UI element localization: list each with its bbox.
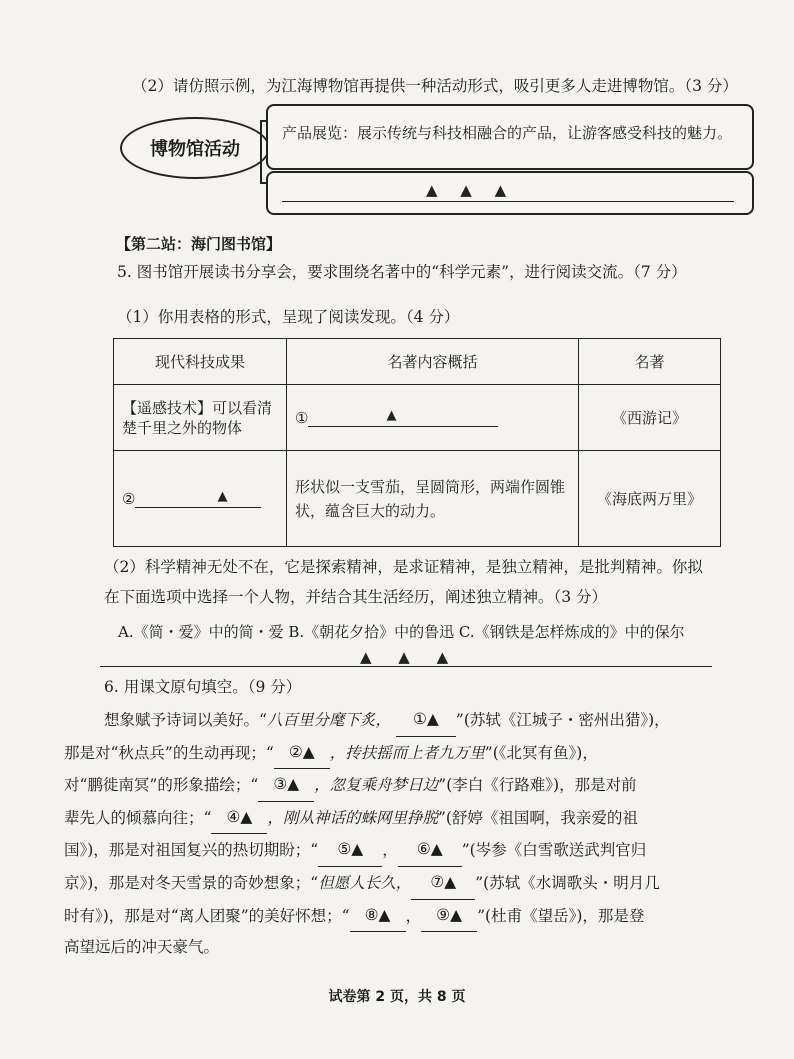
row1-tech: 【遥感技术】可以看清楚千里之外的物体 <box>114 385 287 451</box>
q6-stem: 6. 用课文原句填空。（9 分） <box>104 678 302 696</box>
q6-text: 时有》)，那是对“离人团聚”的美好怀想；“ <box>64 906 350 925</box>
q6-quote: 八百里分麾下炙， <box>266 711 391 729</box>
q6-text: 对“鹏徙南冥”的形象描绘；“ <box>64 776 259 795</box>
q5-options: A.《简・爱》中的简・爱 B.《朝花夕拾》中的鲁迅 C.《钢铁是怎样炼成的》中的保尔 <box>118 623 685 641</box>
museum-activity-oval: 博物馆活动 <box>120 117 270 179</box>
reading-table <box>113 338 721 547</box>
q6-text: 辈先人的倾慕向往；“ <box>64 808 212 827</box>
q5-part2-line1: （2）科学精神无处不在，它是探索精神，是求证精神，是独立精神，是批判精神。你拟 <box>104 558 703 576</box>
q6-quote: 但愿人长久， <box>318 873 412 892</box>
blank-q6-1[interactable]: ①▲ <box>396 704 456 737</box>
q5-answer-marks: ▲ ▲ ▲ <box>360 648 449 666</box>
q6-text: ”(苏轼《江城子・密州出猎》)， <box>455 711 670 729</box>
q6-quote: ，抟扶摇而上者九万里 <box>329 743 485 762</box>
answer-box[interactable] <box>266 171 754 215</box>
q6-text: ”(岑参《白雪歌送武判官归 <box>461 841 647 860</box>
q6-line-2 <box>64 737 724 770</box>
q6-text: ”(舒婷《祖国啊，我亲爱的祖 <box>437 808 638 827</box>
blank-2-line <box>135 489 261 508</box>
blank-q6-6[interactable]: ⑥▲ <box>398 834 462 867</box>
q6-line-3 <box>64 769 724 802</box>
example-text: 产品展览：展示传统与科技相融合的产品，让游客感受科技的魅力。 <box>282 124 733 142</box>
q5-part1: （1）你用表格的形式，呈现了阅读发现。（4 分） <box>117 308 460 326</box>
blank-2-label: ② <box>122 490 136 508</box>
row1-content-blank[interactable] <box>287 385 579 451</box>
blank-q6-3[interactable]: ③▲ <box>258 769 314 802</box>
q6-text: 高望远后的冲天豪气。 <box>64 938 220 957</box>
blank-1-mark: ▲ <box>386 408 397 423</box>
q6-text: ”(苏轼《水调歌头・明月几 <box>475 873 660 892</box>
q6-text: ”(杜甫《望岳》)，那是登 <box>477 906 645 925</box>
blank-q6-9[interactable]: ⑨▲ <box>421 900 477 933</box>
q6-line-5 <box>64 834 724 867</box>
q6-quote: ，刚从神话的蛛网里挣脱 <box>267 808 438 827</box>
blank-q6-4[interactable]: ④▲ <box>211 802 267 835</box>
example-box <box>266 104 754 170</box>
answer-line <box>282 201 734 202</box>
row2-content: 形状似一支雪茄，呈圆筒形，两端作圆锥状，蕴含巨大的动力。 <box>287 451 579 547</box>
q6-quote: ，忽复乘舟梦日边 <box>314 776 439 795</box>
q6-text: 国》)，那是对祖国复兴的热切期盼；“ <box>64 841 319 860</box>
q6-line-1 <box>64 704 724 737</box>
blank-q6-5[interactable]: ⑤▲ <box>318 834 382 867</box>
blank-q6-2[interactable]: ②▲ <box>274 737 330 770</box>
header-tech: 现代科技成果 <box>114 339 287 385</box>
blank-q6-8[interactable]: ⑧▲ <box>350 900 406 933</box>
blank-2-mark: ▲ <box>217 489 228 504</box>
q6-line-8 <box>64 932 724 964</box>
page-footer: 试卷第 2 页，共 8 页 <box>328 989 466 1005</box>
q5-stem: 5. 图书馆开展读书分享会，要求围绕名著中的“科学元素”，进行阅读交流。（7 分） <box>117 263 687 281</box>
q2-part2-prompt: （2）请仿照示例，为江海博物馆再提供一种活动形式，吸引更多人走进博物馆。（3 分） <box>132 77 738 95</box>
q6-text: ”(《北冥有鱼》)， <box>484 743 598 762</box>
blank-q6-7[interactable]: ⑦▲ <box>411 867 475 900</box>
blank-1-line <box>308 408 498 427</box>
header-content: 名著内容概括 <box>287 339 579 385</box>
q5-answer-line[interactable] <box>100 666 712 667</box>
q6-text: ， <box>382 841 398 860</box>
q6-text: ”(李白《行路难》)，那是对前 <box>438 776 637 795</box>
blank-1-label: ① <box>295 409 309 427</box>
q6-text: 京》)，那是对冬天雪景的奇妙想象；“ <box>64 873 319 892</box>
q6-line-4 <box>64 802 724 835</box>
q6-line-6 <box>64 867 724 900</box>
q6-text: 想象赋予诗词以美好。“ <box>104 711 267 729</box>
row1-book: 《西游记》 <box>579 385 721 451</box>
q6-text: ， <box>405 906 422 925</box>
row2-book: 《海底两万里》 <box>579 451 721 547</box>
q6-text: 那是对“秋点兵”的生动再现；“ <box>64 743 274 762</box>
answer-marks: ▲ ▲ ▲ <box>426 181 507 199</box>
q5-part2-line2: 在下面选项中选择一个人物，并结合其生活经历，阐述独立精神。（3 分） <box>104 588 608 606</box>
header-book: 名著 <box>579 339 721 385</box>
q6-line-7 <box>64 900 724 933</box>
row2-tech-blank[interactable] <box>114 451 287 547</box>
station-title: 【第二站：海门图书馆】 <box>116 235 282 253</box>
q6-passage <box>64 704 724 964</box>
